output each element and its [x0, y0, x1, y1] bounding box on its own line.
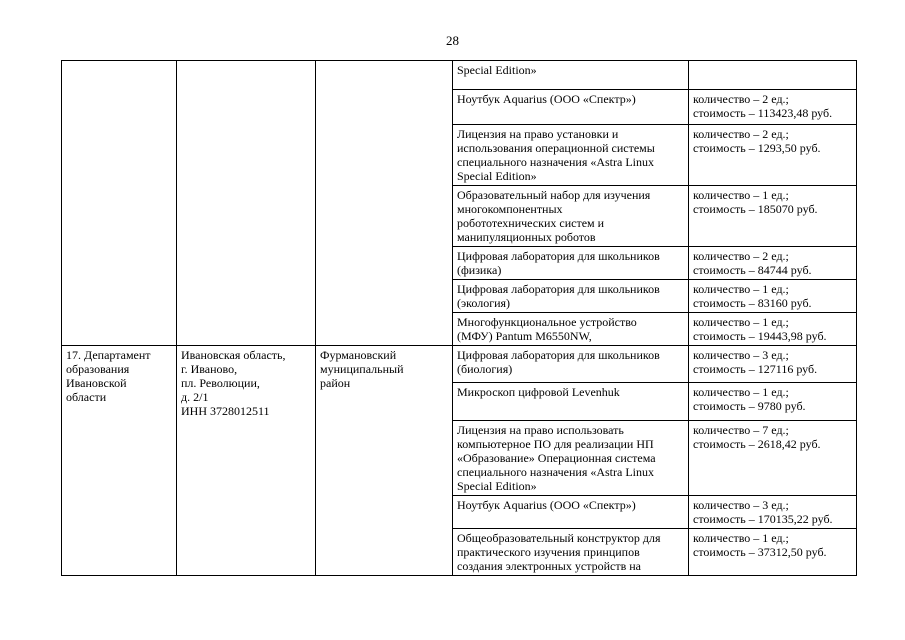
- quantity-cost-cell: количество – 3 ед.; стоимость – 170135,22 руб.: [689, 496, 857, 529]
- equipment-name-cell: Общеобразовательный конструктор для практического изучения принципов создания электронных устройств на: [453, 529, 689, 576]
- equipment-name-cell: Образовательный набор для изучения многокомпонентных робототехнических систем и манипуляционных роботов: [453, 186, 689, 247]
- table-row: [62, 61, 857, 90]
- district-cell: Фурмановский муниципальный район: [316, 346, 453, 576]
- equipment-name-cell: Цифровая лаборатория для школьников (физика): [453, 247, 689, 280]
- equipment-name-cell: Ноутбук Aquarius (ООО «Спектр»): [453, 90, 689, 125]
- quantity-cost-cell: количество – 1 ед.; стоимость – 185070 руб.: [689, 186, 857, 247]
- table-row: [62, 346, 857, 383]
- quantity-cost-cell: количество – 2 ед.; стоимость – 113423,48 руб.: [689, 90, 857, 125]
- organization-cell-empty: [62, 61, 177, 346]
- page-number: 28: [446, 33, 459, 48]
- equipment-name-cell: Многофункциональное устройство (МФУ) Pantum M6550NW,: [453, 313, 689, 346]
- equipment-table: [61, 60, 857, 576]
- quantity-cost-cell: количество – 1 ед.; стоимость – 19443,98 руб.: [689, 313, 857, 346]
- organization-cell: 17. Департамент образования Ивановской области: [62, 346, 177, 576]
- equipment-name-cell: Лицензия на право установки и использования операционной системы специального назначения «Astra Linux Special Edition»: [453, 125, 689, 186]
- quantity-cost-cell: количество – 1 ед.; стоимость – 83160 руб.: [689, 280, 857, 313]
- quantity-cost-cell: количество – 2 ед.; стоимость – 1293,50 руб.: [689, 125, 857, 186]
- quantity-cost-cell: [689, 61, 857, 90]
- equipment-name-cell: Цифровая лаборатория для школьников (экология): [453, 280, 689, 313]
- quantity-cost-cell: количество – 1 ед.; стоимость – 9780 руб.: [689, 383, 857, 421]
- equipment-name-cell: Special Edition»: [453, 61, 689, 90]
- equipment-name-cell: Цифровая лаборатория для школьников (биология): [453, 346, 689, 383]
- equipment-name-cell: Ноутбук Aquarius (ООО «Спектр»): [453, 496, 689, 529]
- quantity-cost-cell: количество – 3 ед.; стоимость – 127116 руб.: [689, 346, 857, 383]
- equipment-name-cell: Лицензия на право использовать компьютерное ПО для реализации НП «Образование» Операционная система специального назначения «Astra Linux Special Edition»: [453, 421, 689, 496]
- address-cell-empty: [177, 61, 316, 346]
- equipment-name-cell: Микроскоп цифровой Levenhuk: [453, 383, 689, 421]
- quantity-cost-cell: количество – 2 ед.; стоимость – 84744 руб.: [689, 247, 857, 280]
- quantity-cost-cell: количество – 1 ед.; стоимость – 37312,50 руб.: [689, 529, 857, 576]
- quantity-cost-cell: количество – 7 ед.; стоимость – 2618,42 руб.: [689, 421, 857, 496]
- district-cell-empty: [316, 61, 453, 346]
- address-cell: Ивановская область, г. Иваново, пл. Революции, д. 2/1 ИНН 3728012511: [177, 346, 316, 576]
